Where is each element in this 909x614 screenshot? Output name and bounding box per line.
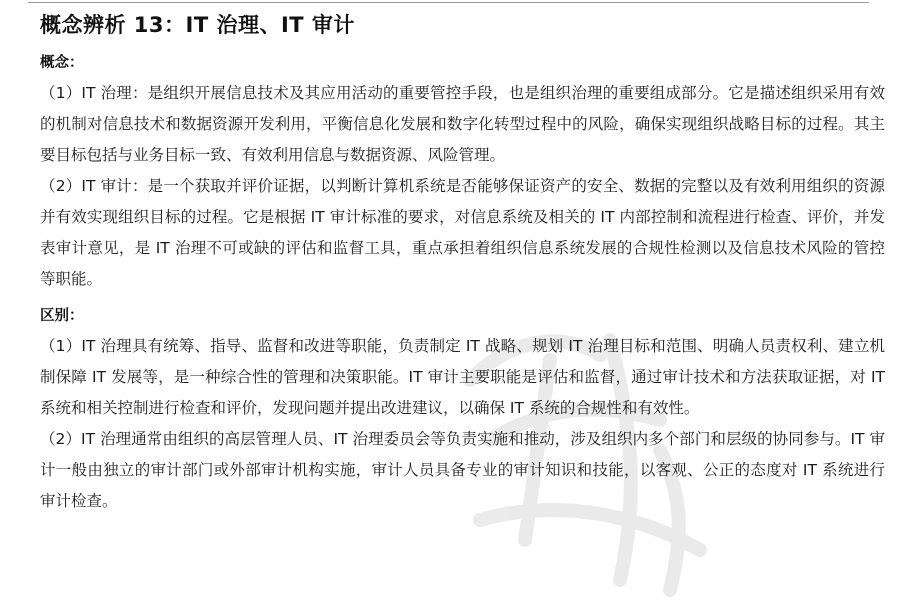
concept-paragraph-it-audit: （2）IT 审计：是一个获取并评价证据，以判断计算机系统是否能够保证资产的安全、数据的完整以及有效利用组织的资源并有效实现组织目标的过程。它是根据 IT 审计标准的要求，对信息系统及相关的 IT 内部控制和流程进行检查、评价，并发表审计意见，是 IT 治理不可或缺的评估和监督工具，重点承担着组织信息系统发展的合规性检测以及信息技术风险的管控等职能。 [40, 177, 885, 288]
section-label-concept: 概念： [40, 55, 84, 71]
section-label-difference: 区别： [40, 308, 84, 324]
document-body [40, 0, 885, 517]
document-title: 概念辨析 13：IT 治理、IT 审计 [40, 13, 355, 37]
difference-paragraph-functions: （1）IT 治理具有统筹、指导、监督和改进等职能，负责制定 IT 战略、规划 IT 治理目标和范围、明确人员责权利、建立机制保障 IT 发展等，是一种综合性的管理和决策职能。IT 审计主要职能是评估和监督，通过审计技术和方法获取证据，对 IT 系统和相关控制进行检查和评价，发现问题并提出改进建议，以确保 IT 系统的合规性和有效性。 [40, 337, 885, 417]
concept-paragraph-it-governance: （1）IT 治理：是组织开展信息技术及其应用活动的重要管控手段，也是组织治理的重要组成部分。它是描述组织采用有效的机制对信息技术和数据资源开发利用，平衡信息化发展和数字化转型过程中的风险，确保实现组织战略目标的过程。其主要目标包括与业务目标一致、有效利用信息与数据资源、风险管理。 [40, 84, 885, 164]
difference-paragraph-implementers: （2）IT 治理通常由组织的高层管理人员、IT 治理委员会等负责实施和推动，涉及组织内多个部门和层级的协同参与。IT 审计一般由独立的审计部门或外部审计机构实施，审计人员具备专业的审计知识和技能，以客观、公正的态度对 IT 系统进行审计检查。 [40, 430, 885, 510]
